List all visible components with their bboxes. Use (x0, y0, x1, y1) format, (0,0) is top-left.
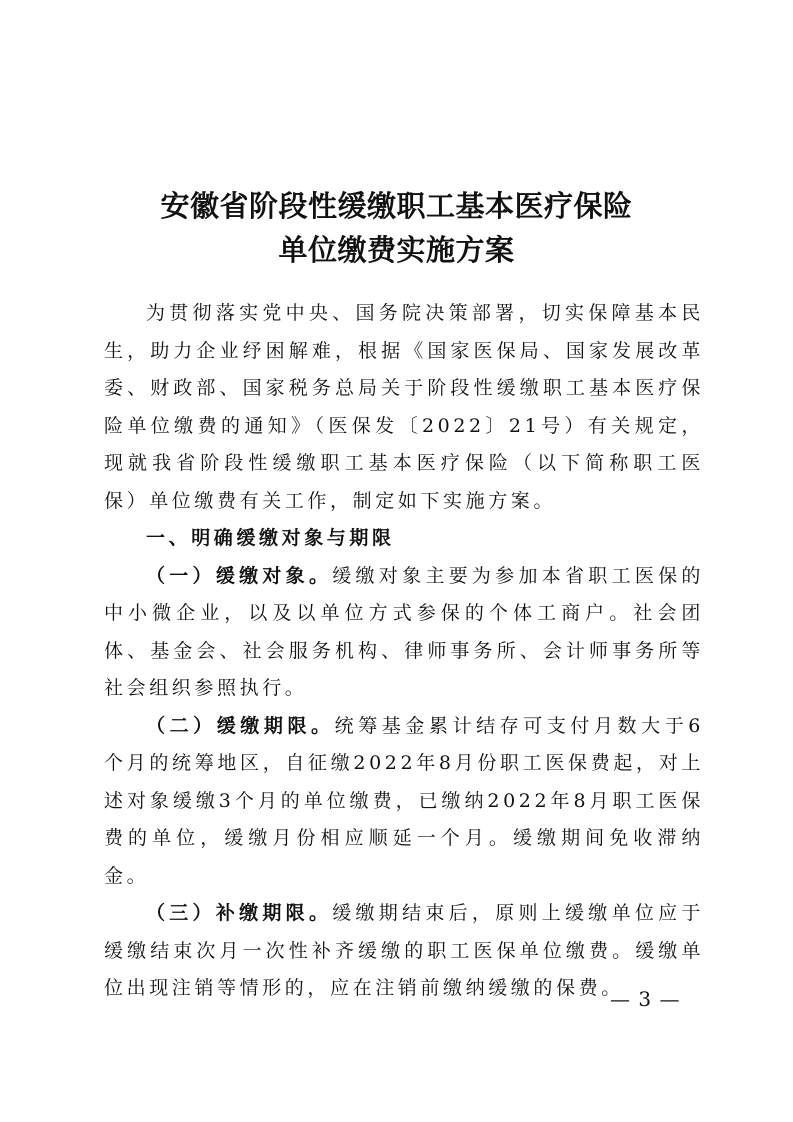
item-paragraph-1 (104, 558, 704, 708)
item-text-2: 统筹基金累计结存可支付月数大于6个月的统筹地区，自征缴2022年8月份职工医保费起，对上述对象缓缴3个月的单位缴费，已缴纳2022年8月职工医保费的单位，缓缴月份相应顺延一个月。缓缴期间免收滞纳金。 (104, 714, 704, 887)
item-text-3: 缓缴期结束后，原则上缓缴单位应于缓缴结束次月一次性补齐缓缴的职工医保单位缴费。缓缴单位出现注销等情形的，应在注销前缴纳缓缴的保费。 (104, 902, 704, 999)
page-number: — 3 — (610, 987, 681, 1011)
title-line-1: 安徽省阶段性缓缴职工基本医疗保险 (160, 189, 633, 223)
title-line-2: 单位缴费实施方案 (278, 233, 515, 267)
item-heading-2: （二）缓缴期限。 (146, 714, 335, 737)
item-heading-1: （一）缓缴对象。 (146, 564, 333, 587)
document-title (0, 184, 793, 272)
item-text-1: 缓缴对象主要为参加本省职工医保的中小微企业，以及以单位方式参保的个体工商户。社会团体、基金会、社会服务机构、律师事务所、会计师事务所等社会组织参照执行。 (104, 564, 704, 699)
item-heading-3: （三）补缴期限。 (146, 902, 333, 924)
document-body (104, 295, 704, 1008)
section-heading: 一、明确缓缴对象与期限 (146, 527, 395, 549)
item-paragraph-2 (104, 708, 704, 896)
intro-paragraph: 为贯彻落实党中央、国务院决策部署，切实保障基本民生，助力企业纾困解难，根据《国家医保局、国家发展改革委、财政部、国家税务总局关于阶段性缓缴职工基本医疗保险单位缴费的通知》（医保发〔2022〕21号）有关规定，现就我省阶段性缓缴职工基本医疗保险（以下简称职工医保）单位缴费有关工作，制定如下实施方案。 (104, 302, 704, 512)
